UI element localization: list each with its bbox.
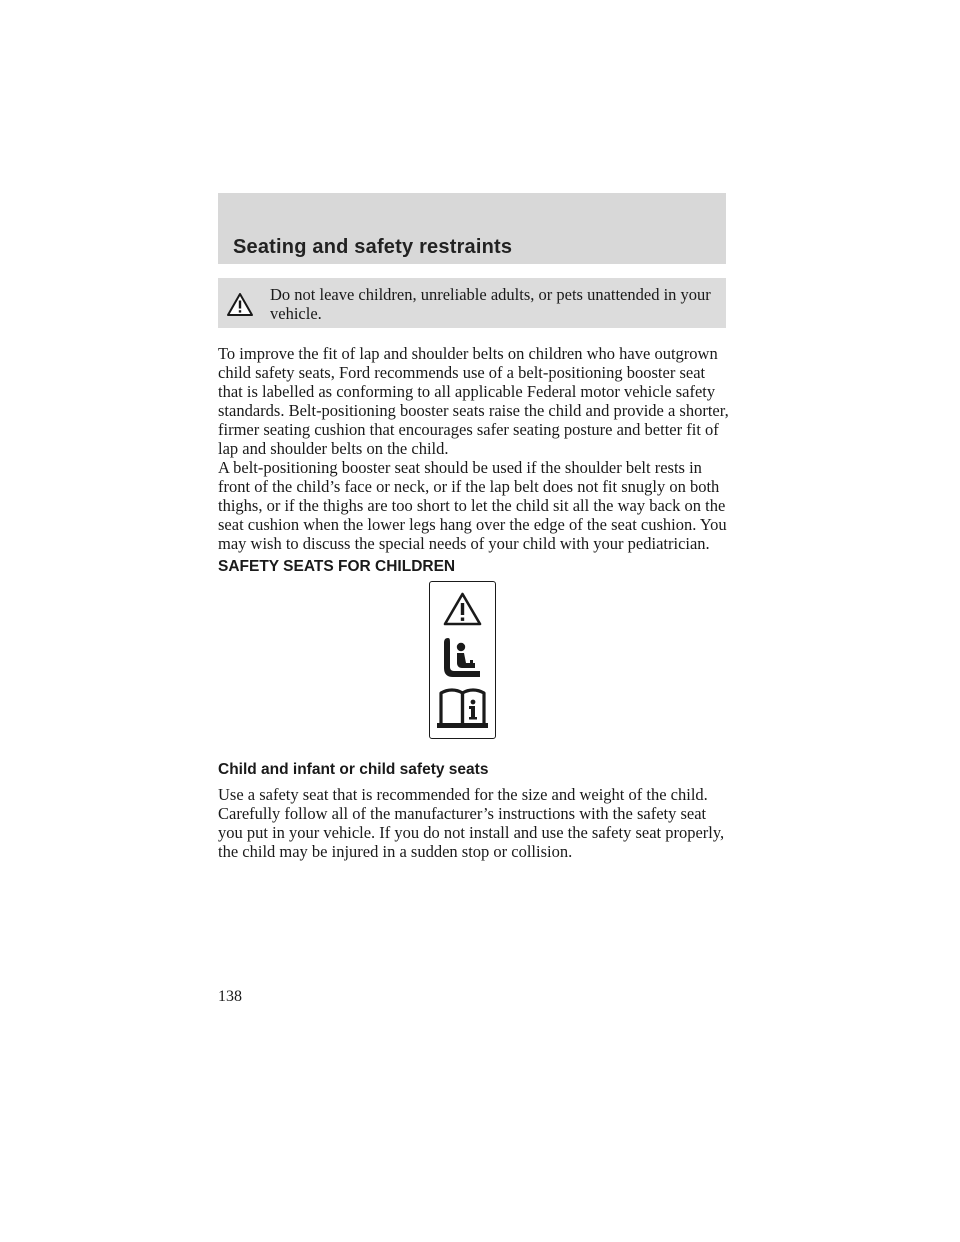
- paragraph-booster-usage: A belt-positioning booster seat should be used if the shoulder belt rests in front of the child’s face or neck, or if the lap belt does not fit snugly on both thighs, or if the thighs are too short to let the child sit all the way back on the seat cushion when the lower legs hang over the edge of the seat cushion. You may wish to discuss the special needs of your child with your pediatrician.: [218, 458, 727, 553]
- warning-triangle-icon: [430, 590, 495, 630]
- symbol-panel: [429, 581, 496, 739]
- page-number: 138: [218, 988, 242, 1005]
- paragraph-safety-seat-use: Use a safety seat that is recommended for the size and weight of the child. Carefully follow all of the manufacturer’s instructions with the safety seat you put in your vehicle. If you do not install and use the safety seat properly, the child may be injured in a sudden stop or collision.: [218, 785, 725, 861]
- subheading-child-seats: Child and infant or child safety seats: [218, 761, 489, 778]
- warning-text: Do not leave children, unreliable adults, or pets unattended in your vehicle.: [270, 285, 711, 323]
- section-title: Seating and safety restraints: [233, 236, 513, 258]
- owner-manual-icon: [430, 685, 495, 731]
- child-seat-icon: [430, 634, 495, 682]
- safety-seats-heading: SAFETY SEATS FOR CHILDREN: [218, 558, 456, 575]
- warning-triangle-icon: [226, 292, 254, 317]
- paragraph-booster-fit: To improve the fit of lap and shoulder belts on children who have outgrown child safety seats, Ford recommends use of a belt-positioning booster seat that is labelled as conforming to all applicable Federal motor vehicle safety standards. Belt-positioning booster seats raise the child and provide a shorter, firmer seating cushion that encourages safer seating posture and better fit of lap and shoulder belts on the child.: [218, 344, 729, 458]
